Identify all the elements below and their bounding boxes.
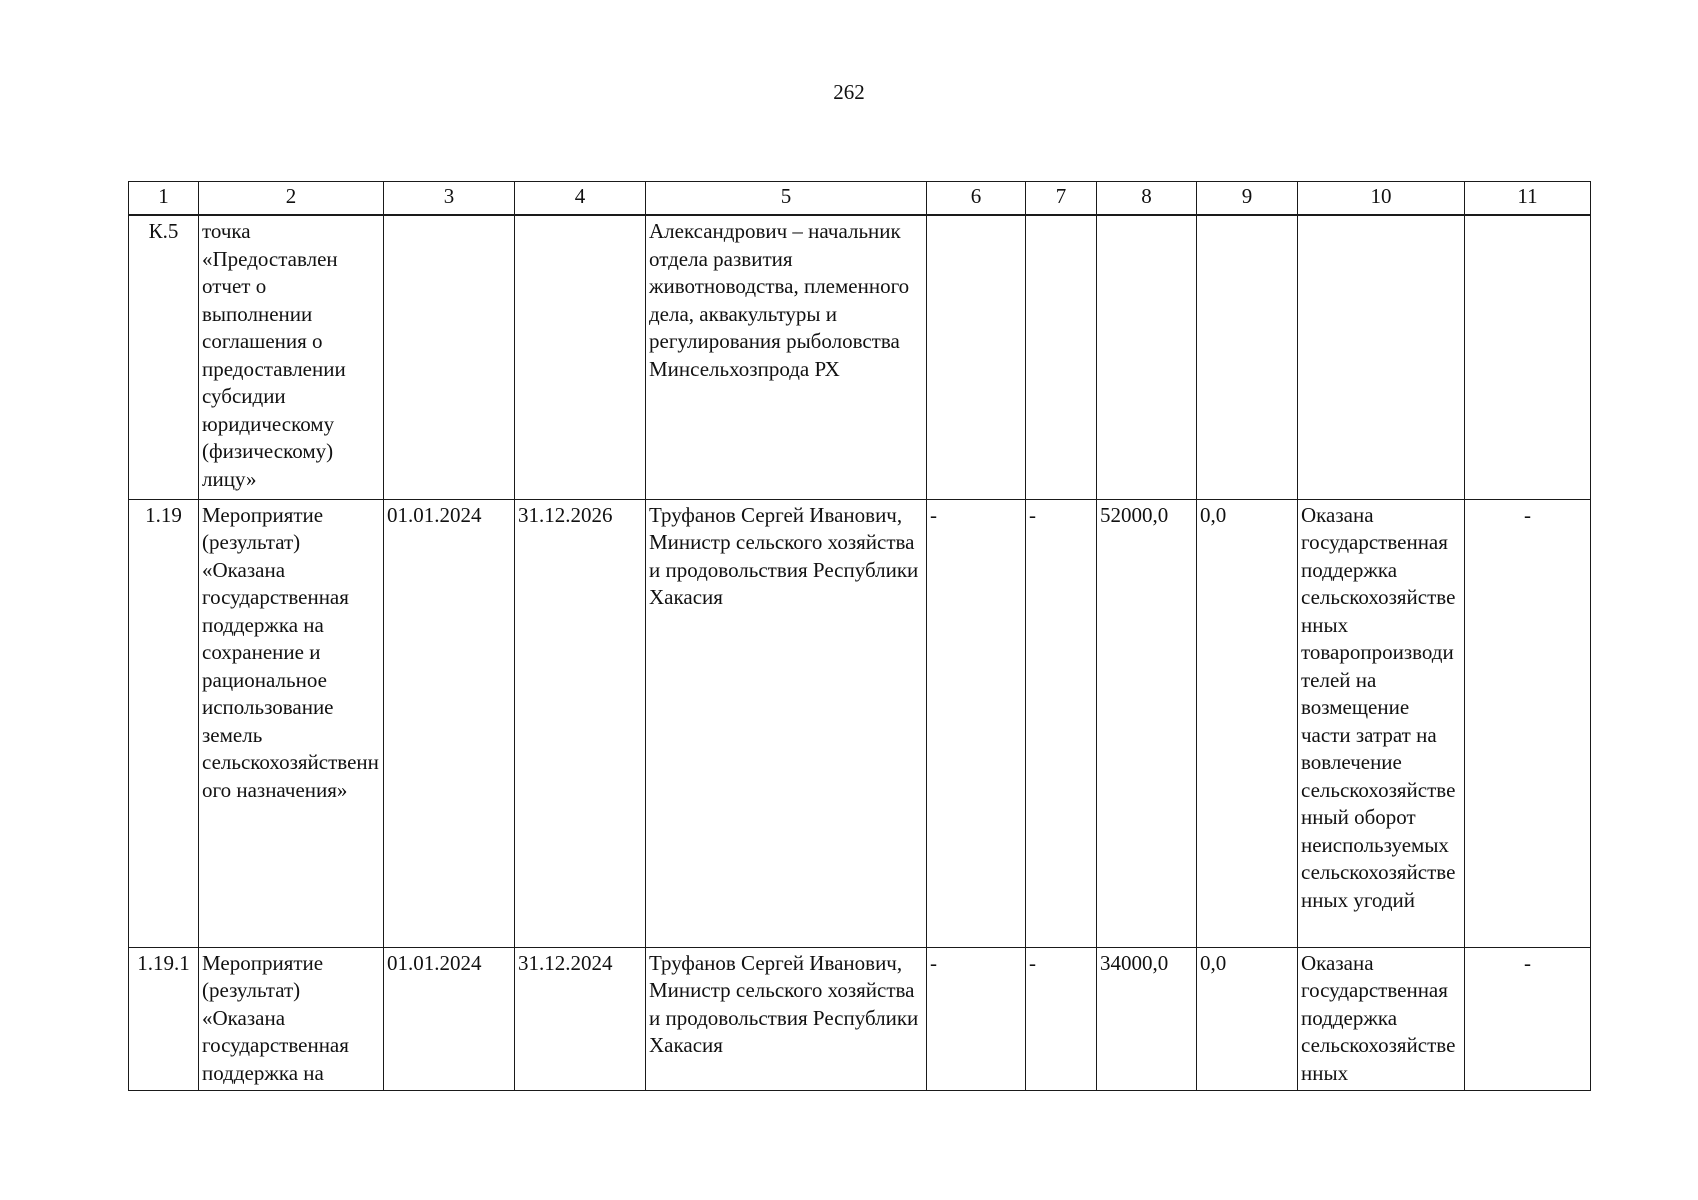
row-name: точка «Предоставлен отчет о выполнении соглашения о предоставлении субсидии юридическому (физическому) лицу» — [199, 215, 384, 499]
col-7-value: - — [1026, 947, 1097, 1090]
col-header: 11 — [1465, 182, 1591, 216]
row-name: Мероприятие (результат) «Оказана государственная поддержка на — [199, 947, 384, 1090]
end-date: 31.12.2026 — [515, 499, 646, 947]
col-header: 2 — [199, 182, 384, 216]
table-row — [129, 947, 1591, 1090]
col-7-value — [1026, 215, 1097, 499]
col-11-value — [1465, 215, 1591, 499]
col-6-value — [927, 215, 1026, 499]
result-description: Оказана государственная поддержка сельскохозяйственных товаропроизводителей на возмещение части затрат на вовлечение сельскохозяйственный оборот неиспользуемых сельскохозяйственных угодий — [1298, 499, 1465, 947]
col-header: 8 — [1097, 182, 1197, 216]
table-row — [129, 499, 1591, 947]
col-11-value: - — [1465, 499, 1591, 947]
start-date — [384, 215, 515, 499]
start-date: 01.01.2024 — [384, 499, 515, 947]
responsible-person: Труфанов Сергей Иванович, Министр сельского хозяйства и продовольствия Республики Хакасия — [646, 947, 927, 1090]
responsible-person: Труфанов Сергей Иванович, Министр сельского хозяйства и продовольствия Республики Хакасия — [646, 499, 927, 947]
col-header: 5 — [646, 182, 927, 216]
start-date: 01.01.2024 — [384, 947, 515, 1090]
col-6-value: - — [927, 499, 1026, 947]
result-description: Оказана государственная поддержка сельскохозяйственных — [1298, 947, 1465, 1090]
header-row — [129, 182, 1591, 216]
col-header: 9 — [1197, 182, 1298, 216]
page-number: 262 — [833, 80, 865, 104]
plan-table — [128, 181, 1591, 1091]
row-number: 1.19.1 — [129, 947, 199, 1090]
col-header: 3 — [384, 182, 515, 216]
col-7-value: - — [1026, 499, 1097, 947]
col-8-value: 52000,0 — [1097, 499, 1197, 947]
col-8-value — [1097, 215, 1197, 499]
col-header: 1 — [129, 182, 199, 216]
row-number: 1.19 — [129, 499, 199, 947]
row-name: Мероприятие (результат) «Оказана государственная поддержка на сохранение и рациональное использование земель сельскохозяйственного назначения» — [199, 499, 384, 947]
col-header: 4 — [515, 182, 646, 216]
col-9-value — [1197, 215, 1298, 499]
col-9-value: 0,0 — [1197, 499, 1298, 947]
col-header: 6 — [927, 182, 1026, 216]
col-header: 7 — [1026, 182, 1097, 216]
result-description — [1298, 215, 1465, 499]
end-date — [515, 215, 646, 499]
col-8-value: 34000,0 — [1097, 947, 1197, 1090]
col-9-value: 0,0 — [1197, 947, 1298, 1090]
col-11-value: - — [1465, 947, 1591, 1090]
responsible-person: Александрович – начальник отдела развития животноводства, племенного дела, аквакультуры и регулирования рыболовства Минсельхозпрода РХ — [646, 215, 927, 499]
col-header: 10 — [1298, 182, 1465, 216]
col-6-value: - — [927, 947, 1026, 1090]
end-date: 31.12.2024 — [515, 947, 646, 1090]
table-row — [129, 215, 1591, 499]
row-number: К.5 — [129, 215, 199, 499]
